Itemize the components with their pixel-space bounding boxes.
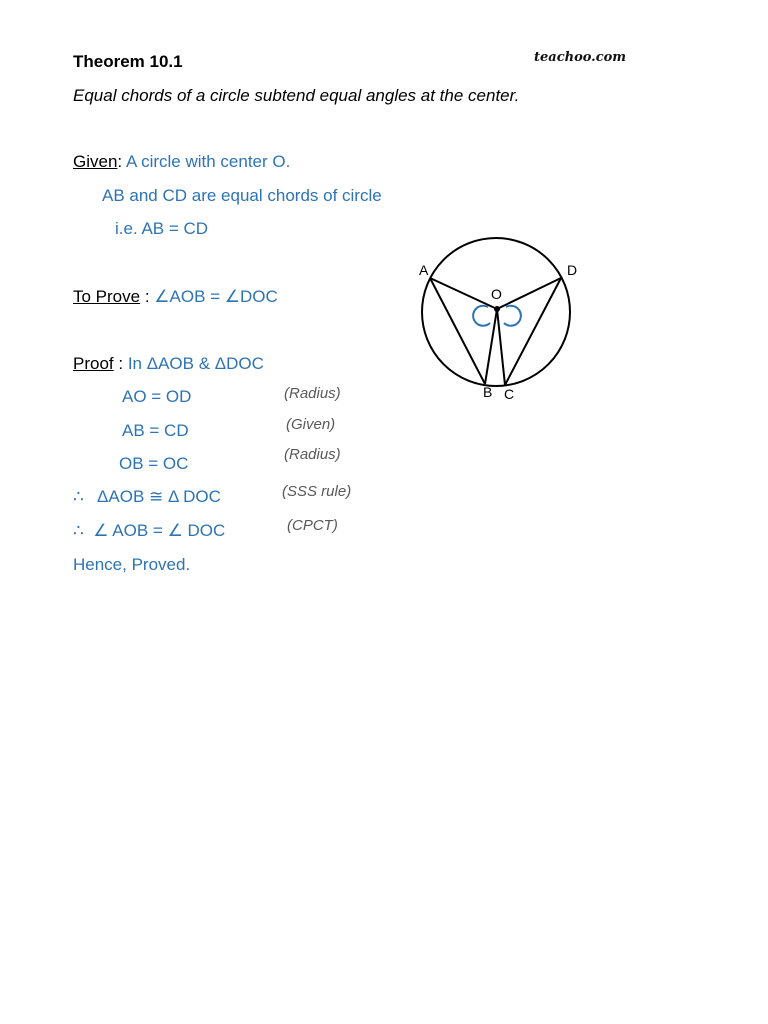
angle-arc-aob (473, 306, 490, 326)
watermark: teachoo.com (534, 50, 627, 65)
center-point (494, 306, 500, 312)
given-line-2: AB and CD are equal chords of circle (102, 186, 382, 205)
label-a: A (419, 262, 429, 278)
proof-step-5-reason: (CPCT) (287, 517, 338, 534)
given-colon: : (117, 152, 123, 171)
proof-step-3-reason: (Radius) (284, 446, 341, 463)
proof-step-4-reason: (SSS rule) (282, 483, 352, 500)
to-prove-label: To Prove (73, 287, 141, 306)
chord-ab (430, 278, 485, 384)
to-prove-line (73, 287, 278, 307)
given-label: Given (73, 152, 118, 171)
given-line-3: i.e. AB = CD (115, 219, 209, 238)
given-text-1: A circle with center O. (125, 152, 291, 171)
proof-step-2-statement: AB = CD (122, 421, 189, 440)
proof-conclusion: Hence, Proved. (73, 555, 191, 574)
to-prove-text: ∠AOB = ∠DOC (154, 287, 278, 306)
label-o: O (491, 286, 502, 302)
proof-step-5-statement: ∴ ∠ AOB = ∠ DOC (73, 521, 226, 540)
proof-line (73, 354, 264, 374)
to-prove-colon: : (140, 287, 155, 306)
proof-step-4-statement: ∴ ΔAOB ≅ Δ DOC (73, 487, 221, 506)
proof-step-3-statement: OB = OC (119, 454, 189, 473)
radius-oa (430, 278, 497, 309)
label-d: D (567, 262, 578, 278)
proof-step-2-reason: (Given) (286, 416, 336, 433)
given-line-1 (73, 152, 290, 172)
label-c: C (504, 386, 515, 402)
proof-step-1-statement: AO = OD (122, 387, 192, 406)
radius-ob (485, 309, 497, 384)
circle-diagram (400, 230, 600, 410)
angle-arc-doc (504, 306, 521, 326)
theorem-title: Theorem 10.1 (73, 52, 183, 71)
proof-intro: In ΔAOB & ΔDOC (127, 354, 264, 373)
theorem-statement: Equal chords of a circle subtend equal angles at the center. (73, 86, 520, 105)
proof-colon: : (113, 354, 128, 373)
radius-oc (497, 309, 505, 385)
chord-cd (505, 278, 561, 385)
radius-od (497, 278, 561, 309)
proof-label: Proof (73, 354, 114, 373)
label-b: B (483, 384, 493, 400)
proof-step-1-reason: (Radius) (284, 385, 341, 402)
